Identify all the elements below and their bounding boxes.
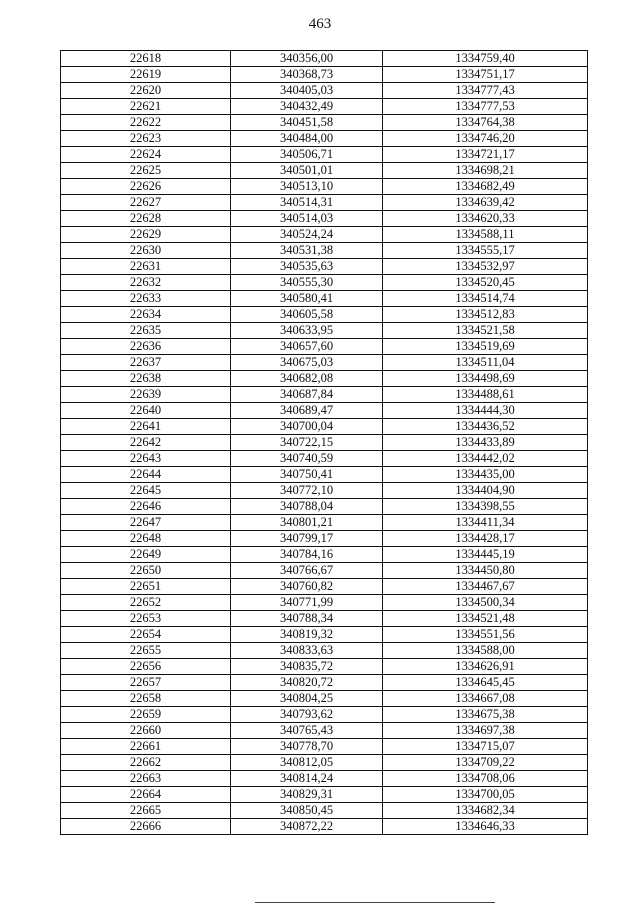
x-coordinate-cell: 340765,43 [231,723,383,739]
x-coordinate-cell: 340689,47 [231,403,383,419]
x-coordinate-cell: 340501,01 [231,163,383,179]
y-coordinate-cell: 1334435,00 [383,467,588,483]
x-coordinate-cell: 340432,49 [231,99,383,115]
x-coordinate-cell: 340605,58 [231,307,383,323]
point-number-cell: 22652 [61,595,231,611]
point-number-cell: 22662 [61,755,231,771]
table-row [61,115,588,131]
x-coordinate-cell: 340368,73 [231,67,383,83]
y-coordinate-cell: 1334639,42 [383,195,588,211]
point-number-cell: 22627 [61,195,231,211]
footer-rule [255,902,495,903]
table-row [61,355,588,371]
y-coordinate-cell: 1334764,38 [383,115,588,131]
x-coordinate-cell: 340514,03 [231,211,383,227]
point-number-cell: 22618 [61,51,231,67]
y-coordinate-cell: 1334433,89 [383,435,588,451]
table-row [61,483,588,499]
x-coordinate-cell: 340788,34 [231,611,383,627]
x-coordinate-cell: 340657,60 [231,339,383,355]
x-coordinate-cell: 340484,00 [231,131,383,147]
y-coordinate-cell: 1334519,69 [383,339,588,355]
y-coordinate-cell: 1334398,55 [383,499,588,515]
point-number-cell: 22641 [61,419,231,435]
table-row [61,787,588,803]
table-row [61,739,588,755]
y-coordinate-cell: 1334626,91 [383,659,588,675]
y-coordinate-cell: 1334444,30 [383,403,588,419]
y-coordinate-cell: 1334521,48 [383,611,588,627]
x-coordinate-cell: 340814,24 [231,771,383,787]
table-row [61,547,588,563]
table-row [61,563,588,579]
page-number: 463 [308,16,332,32]
table-row [61,147,588,163]
x-coordinate-cell: 340772,10 [231,483,383,499]
y-coordinate-cell: 1334715,07 [383,739,588,755]
table-row [61,579,588,595]
y-coordinate-cell: 1334588,11 [383,227,588,243]
x-coordinate-cell: 340514,31 [231,195,383,211]
x-coordinate-cell: 340872,22 [231,819,383,835]
table-row [61,243,588,259]
x-coordinate-cell: 340788,04 [231,499,383,515]
y-coordinate-cell: 1334682,49 [383,179,588,195]
table-row [61,515,588,531]
y-coordinate-cell: 1334620,33 [383,211,588,227]
y-coordinate-cell: 1334436,52 [383,419,588,435]
point-number-cell: 22642 [61,435,231,451]
x-coordinate-cell: 340850,45 [231,803,383,819]
y-coordinate-cell: 1334445,19 [383,547,588,563]
x-coordinate-cell: 340793,62 [231,707,383,723]
x-coordinate-cell: 340675,03 [231,355,383,371]
table-row [61,819,588,835]
table-row [61,83,588,99]
y-coordinate-cell: 1334520,45 [383,275,588,291]
table-row [61,499,588,515]
point-number-cell: 22643 [61,451,231,467]
y-coordinate-cell: 1334759,40 [383,51,588,67]
y-coordinate-cell: 1334488,61 [383,387,588,403]
point-number-cell: 22657 [61,675,231,691]
y-coordinate-cell: 1334404,90 [383,483,588,499]
table-row [61,707,588,723]
table-row [61,163,588,179]
table-row [61,195,588,211]
table-row [61,307,588,323]
x-coordinate-cell: 340506,71 [231,147,383,163]
table-row [61,275,588,291]
point-number-cell: 22650 [61,563,231,579]
y-coordinate-cell: 1334588,00 [383,643,588,659]
coordinates-table [60,50,588,835]
table-row [61,51,588,67]
y-coordinate-cell: 1334500,34 [383,595,588,611]
x-coordinate-cell: 340833,63 [231,643,383,659]
x-coordinate-cell: 340835,72 [231,659,383,675]
point-number-cell: 22636 [61,339,231,355]
point-number-cell: 22651 [61,579,231,595]
x-coordinate-cell: 340451,58 [231,115,383,131]
y-coordinate-cell: 1334721,17 [383,147,588,163]
x-coordinate-cell: 340771,99 [231,595,383,611]
y-coordinate-cell: 1334467,67 [383,579,588,595]
table-row [61,371,588,387]
point-number-cell: 22646 [61,499,231,515]
y-coordinate-cell: 1334442,02 [383,451,588,467]
table-row [61,99,588,115]
table-row [61,339,588,355]
point-number-cell: 22626 [61,179,231,195]
point-number-cell: 22631 [61,259,231,275]
table-row [61,387,588,403]
table-row [61,435,588,451]
point-number-cell: 22625 [61,163,231,179]
y-coordinate-cell: 1334709,22 [383,755,588,771]
table-row [61,531,588,547]
x-coordinate-cell: 340820,72 [231,675,383,691]
table-row [61,771,588,787]
table-row [61,291,588,307]
y-coordinate-cell: 1334551,56 [383,627,588,643]
point-number-cell: 22653 [61,611,231,627]
point-number-cell: 22629 [61,227,231,243]
table-row [61,227,588,243]
y-coordinate-cell: 1334777,53 [383,99,588,115]
point-number-cell: 22633 [61,291,231,307]
point-number-cell: 22634 [61,307,231,323]
y-coordinate-cell: 1334667,08 [383,691,588,707]
y-coordinate-cell: 1334708,06 [383,771,588,787]
point-number-cell: 22620 [61,83,231,99]
point-number-cell: 22639 [61,387,231,403]
point-number-cell: 22623 [61,131,231,147]
table-row [61,403,588,419]
point-number-cell: 22619 [61,67,231,83]
y-coordinate-cell: 1334514,74 [383,291,588,307]
x-coordinate-cell: 340633,95 [231,323,383,339]
point-number-cell: 22648 [61,531,231,547]
x-coordinate-cell: 340766,67 [231,563,383,579]
table-row [61,611,588,627]
x-coordinate-cell: 340829,31 [231,787,383,803]
table-row [61,467,588,483]
table-row [61,755,588,771]
point-number-cell: 22659 [61,707,231,723]
point-number-cell: 22664 [61,787,231,803]
x-coordinate-cell: 340682,08 [231,371,383,387]
x-coordinate-cell: 340687,84 [231,387,383,403]
table-row [61,627,588,643]
point-number-cell: 22635 [61,323,231,339]
table-row [61,211,588,227]
x-coordinate-cell: 340580,41 [231,291,383,307]
y-coordinate-cell: 1334512,83 [383,307,588,323]
x-coordinate-cell: 340804,25 [231,691,383,707]
point-number-cell: 22666 [61,819,231,835]
x-coordinate-cell: 340555,30 [231,275,383,291]
y-coordinate-cell: 1334428,17 [383,531,588,547]
y-coordinate-cell: 1334746,20 [383,131,588,147]
point-number-cell: 22630 [61,243,231,259]
point-number-cell: 22658 [61,691,231,707]
table-row [61,691,588,707]
coordinates-table-body [61,51,588,835]
x-coordinate-cell: 340535,63 [231,259,383,275]
x-coordinate-cell: 340405,03 [231,83,383,99]
table-row [61,659,588,675]
table-row [61,643,588,659]
point-number-cell: 22638 [61,371,231,387]
y-coordinate-cell: 1334698,21 [383,163,588,179]
y-coordinate-cell: 1334411,34 [383,515,588,531]
point-number-cell: 22624 [61,147,231,163]
x-coordinate-cell: 340524,24 [231,227,383,243]
x-coordinate-cell: 340778,70 [231,739,383,755]
y-coordinate-cell: 1334751,17 [383,67,588,83]
point-number-cell: 22660 [61,723,231,739]
y-coordinate-cell: 1334675,38 [383,707,588,723]
x-coordinate-cell: 340531,38 [231,243,383,259]
y-coordinate-cell: 1334645,45 [383,675,588,691]
point-number-cell: 22665 [61,803,231,819]
y-coordinate-cell: 1334532,97 [383,259,588,275]
table-row [61,803,588,819]
point-number-cell: 22663 [61,771,231,787]
point-number-cell: 22632 [61,275,231,291]
x-coordinate-cell: 340722,15 [231,435,383,451]
point-number-cell: 22640 [61,403,231,419]
x-coordinate-cell: 340750,41 [231,467,383,483]
y-coordinate-cell: 1334697,38 [383,723,588,739]
y-coordinate-cell: 1334700,05 [383,787,588,803]
point-number-cell: 22655 [61,643,231,659]
point-number-cell: 22637 [61,355,231,371]
x-coordinate-cell: 340799,17 [231,531,383,547]
point-number-cell: 22654 [61,627,231,643]
y-coordinate-cell: 1334646,33 [383,819,588,835]
x-coordinate-cell: 340700,04 [231,419,383,435]
point-number-cell: 22661 [61,739,231,755]
point-number-cell: 22644 [61,467,231,483]
point-number-cell: 22621 [61,99,231,115]
x-coordinate-cell: 340801,21 [231,515,383,531]
table-row [61,67,588,83]
table-row [61,595,588,611]
point-number-cell: 22622 [61,115,231,131]
y-coordinate-cell: 1334511,04 [383,355,588,371]
y-coordinate-cell: 1334555,17 [383,243,588,259]
point-number-cell: 22645 [61,483,231,499]
point-number-cell: 22628 [61,211,231,227]
table-row [61,131,588,147]
table-row [61,723,588,739]
y-coordinate-cell: 1334777,43 [383,83,588,99]
x-coordinate-cell: 340812,05 [231,755,383,771]
table-row [61,451,588,467]
x-coordinate-cell: 340760,82 [231,579,383,595]
table-row [61,259,588,275]
point-number-cell: 22647 [61,515,231,531]
y-coordinate-cell: 1334521,58 [383,323,588,339]
x-coordinate-cell: 340784,16 [231,547,383,563]
x-coordinate-cell: 340819,32 [231,627,383,643]
x-coordinate-cell: 340356,00 [231,51,383,67]
x-coordinate-cell: 340513,10 [231,179,383,195]
table-row [61,179,588,195]
point-number-cell: 22649 [61,547,231,563]
table-row [61,675,588,691]
y-coordinate-cell: 1334450,80 [383,563,588,579]
y-coordinate-cell: 1334498,69 [383,371,588,387]
table-row [61,419,588,435]
y-coordinate-cell: 1334682,34 [383,803,588,819]
table-row [61,323,588,339]
x-coordinate-cell: 340740,59 [231,451,383,467]
point-number-cell: 22656 [61,659,231,675]
